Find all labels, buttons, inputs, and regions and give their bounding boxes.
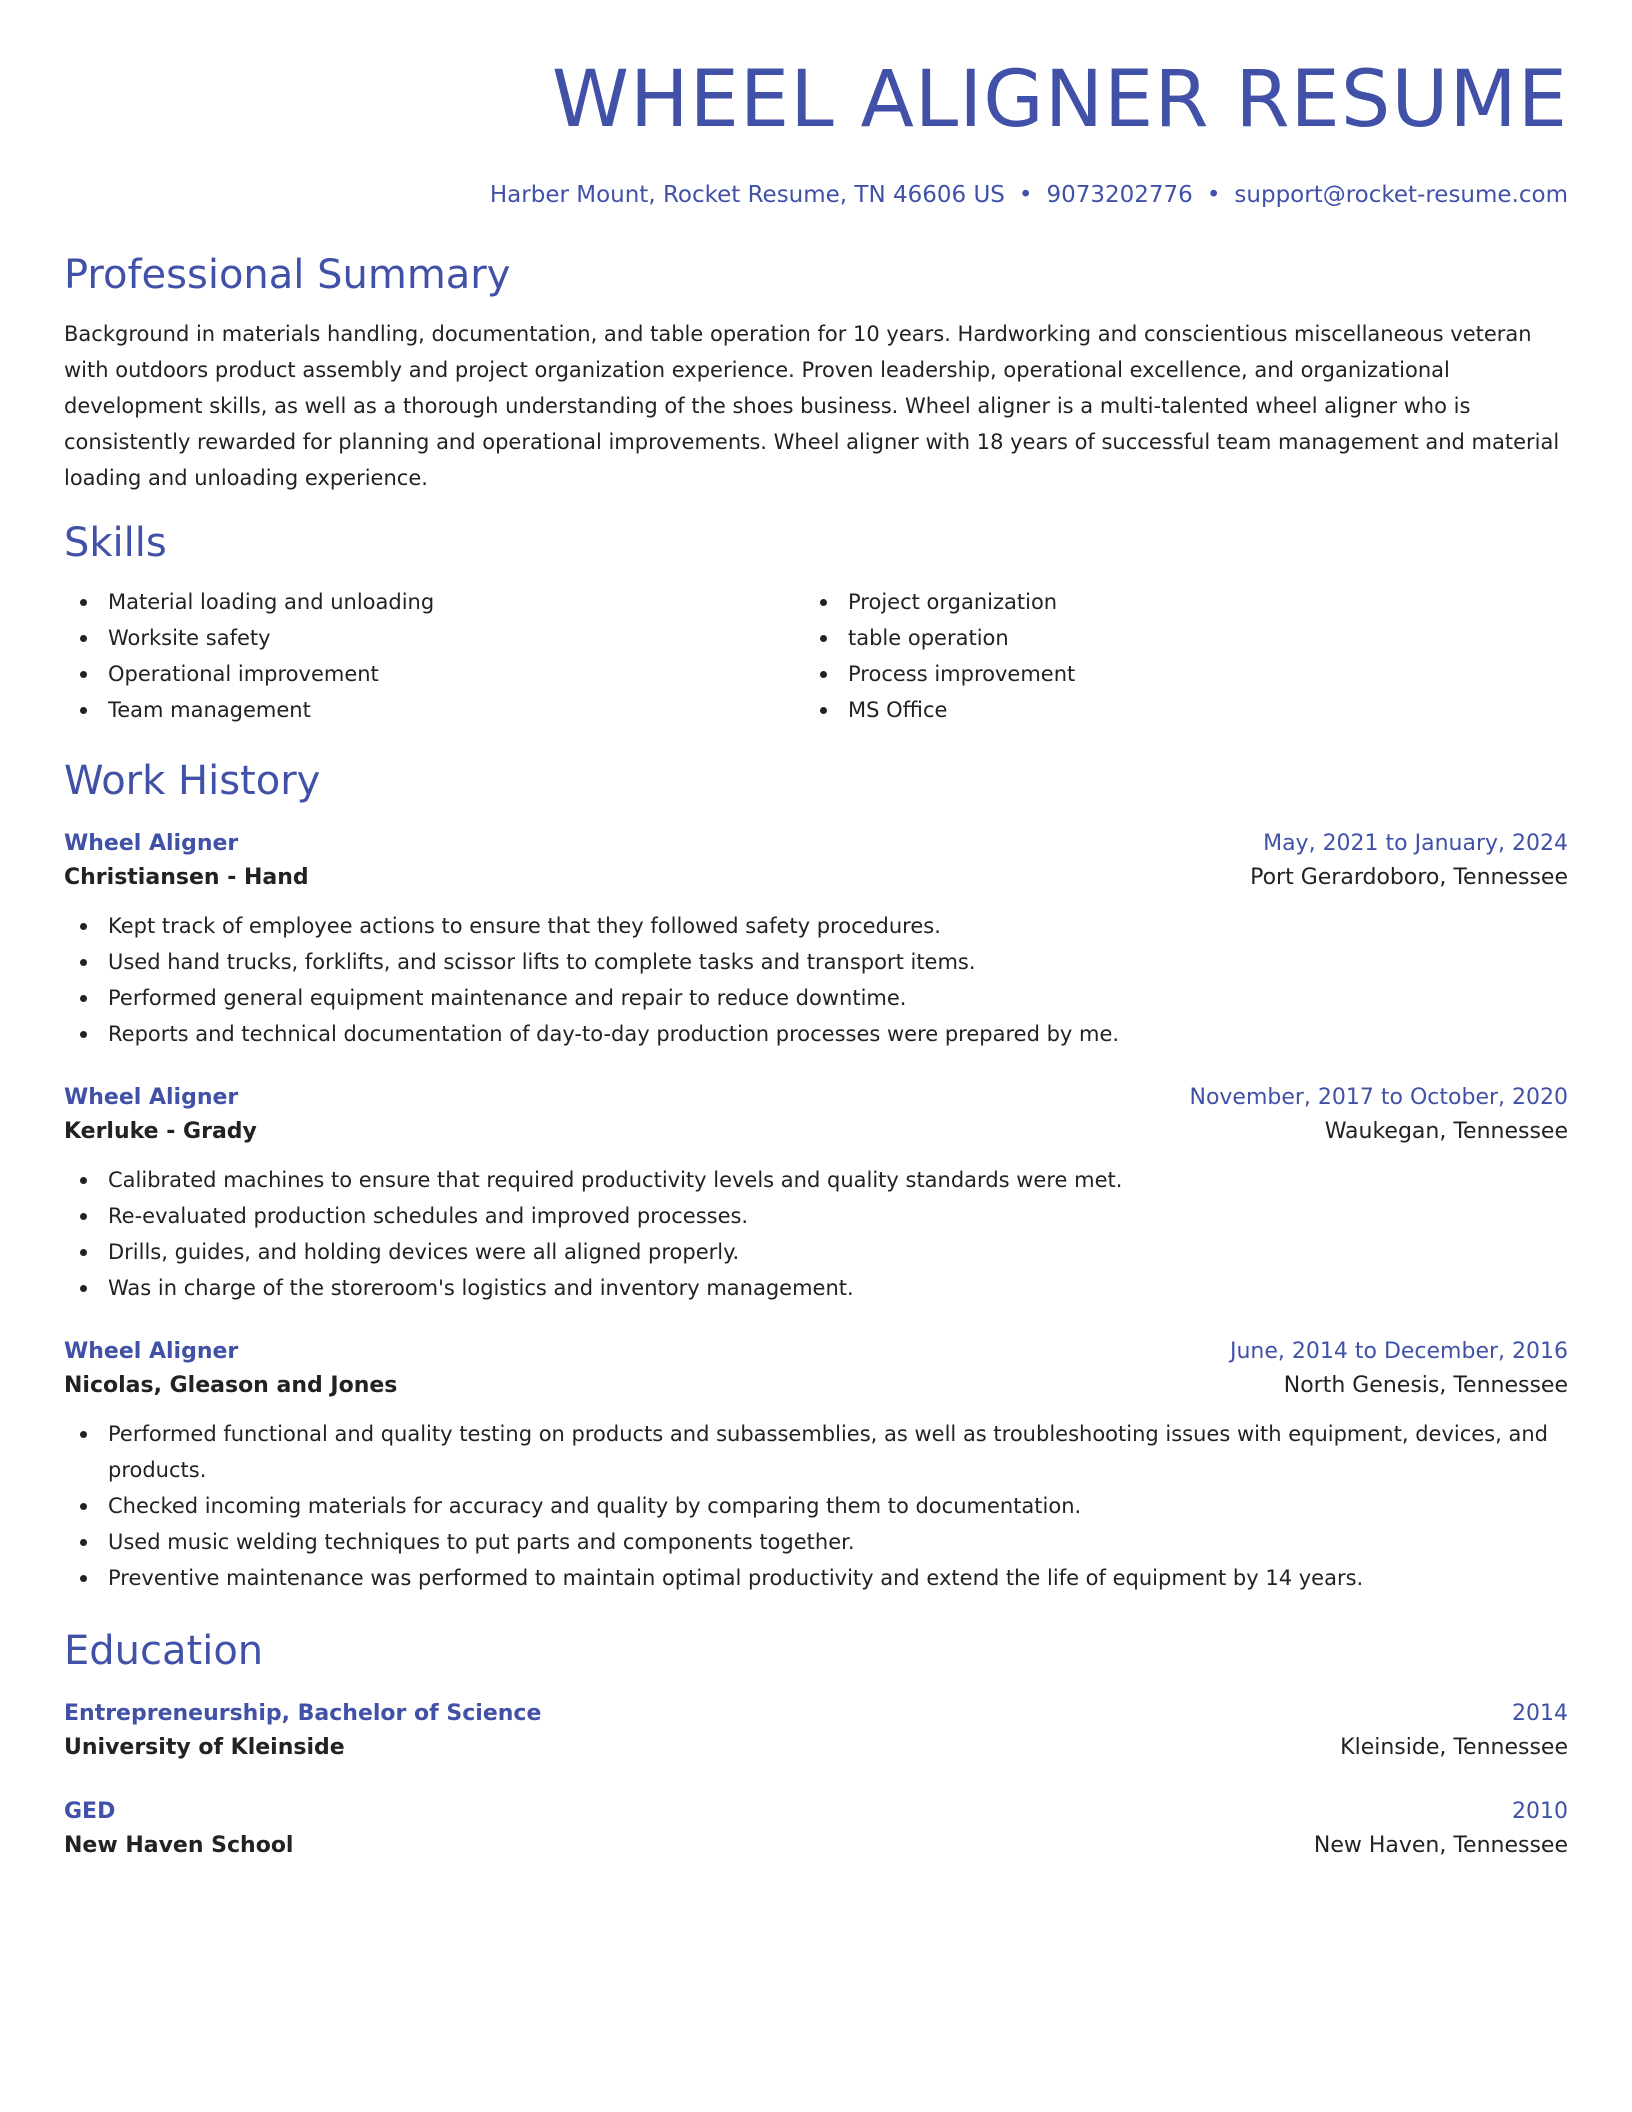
education-school: University of Kleinside xyxy=(64,1735,345,1760)
job-bullets xyxy=(64,1162,1568,1306)
job-bullets xyxy=(64,908,1568,1052)
education-school: New Haven School xyxy=(64,1833,294,1858)
job-bullet: Performed functional and quality testing on products and subassemblies, as well as troubleshooting issues with equipment, devices, and products. xyxy=(64,1416,1568,1488)
job-dates: November, 2017 to October, 2020 xyxy=(1189,1085,1568,1110)
job-location: Waukegan, Tennessee xyxy=(1324,1119,1568,1144)
job-role: Wheel Aligner xyxy=(64,1085,239,1110)
education-year: 2014 xyxy=(1512,1701,1568,1726)
job-dates: May, 2021 to January, 2024 xyxy=(1263,831,1568,856)
job-entry xyxy=(64,828,1568,1052)
skill-item: table operation xyxy=(804,620,1544,656)
education-location: New Haven, Tennessee xyxy=(1313,1833,1568,1858)
job-bullet: Used hand trucks, forklifts, and scissor lifts to complete tasks and transport items. xyxy=(64,944,1568,980)
skills-column-right xyxy=(804,584,1544,728)
education-entry xyxy=(64,1796,1568,1864)
skill-item: Material loading and unloading xyxy=(64,584,804,620)
skills-column-left xyxy=(64,584,804,728)
contact-address: Harber Mount, Rocket Resume, TN 46606 US xyxy=(489,182,1005,208)
work-history-heading: Work History xyxy=(64,758,321,804)
job-location: North Genesis, Tennessee xyxy=(1283,1373,1568,1398)
job-dates: June, 2014 to December, 2016 xyxy=(1229,1339,1568,1364)
job-bullet: Re-evaluated production schedules and improved processes. xyxy=(64,1198,1568,1234)
contact-email: support@rocket-resume.com xyxy=(1234,182,1568,208)
job-entry xyxy=(64,1336,1568,1596)
job-bullet: Drills, guides, and holding devices were all aligned properly. xyxy=(64,1234,1568,1270)
contact-separator: • xyxy=(1018,182,1033,208)
skill-item: MS Office xyxy=(804,692,1544,728)
education-heading: Education xyxy=(64,1628,264,1674)
skill-item: Project organization xyxy=(804,584,1544,620)
summary-heading: Professional Summary xyxy=(64,252,511,298)
job-company: Christiansen - Hand xyxy=(64,865,309,890)
job-company: Nicolas, Gleason and Jones xyxy=(64,1373,398,1398)
education-location: Kleinside, Tennessee xyxy=(1340,1735,1568,1760)
contact-separator: • xyxy=(1206,182,1221,208)
job-company: Kerluke - Grady xyxy=(64,1119,257,1144)
job-bullet: Preventive maintenance was performed to maintain optimal productivity and extend the life of equipment by 14 years. xyxy=(64,1560,1568,1596)
summary-text: Background in materials handling, documentation, and table operation for 10 years. Hardworking and conscientious miscellaneous veteran with outdoors product assembly and project organization experience. Proven leadership, operational excellence, and organizational development skills, as well as a thorough understanding of the shoes business. Wheel aligner is a multi-talented wheel aligner who is consistently rewarded for planning and operational improvements. Wheel aligner with 18 years of successful team management and material loading and unloading experience. xyxy=(64,322,1560,490)
contact-phone: 9073202776 xyxy=(1046,182,1193,208)
education-degree: GED xyxy=(64,1799,116,1824)
skills-heading: Skills xyxy=(64,520,167,566)
job-role: Wheel Aligner xyxy=(64,1339,239,1364)
job-bullets xyxy=(64,1416,1568,1596)
resume-header xyxy=(64,52,1568,210)
resume-title: WHEEL ALIGNER RESUME xyxy=(551,55,1568,145)
education-year: 2010 xyxy=(1512,1799,1568,1824)
education-degree: Entrepreneurship, Bachelor of Science xyxy=(64,1701,542,1726)
skill-item: Worksite safety xyxy=(64,620,804,656)
skill-item: Process improvement xyxy=(804,656,1544,692)
job-bullet: Used music welding techniques to put parts and components together. xyxy=(64,1524,1568,1560)
job-bullet: Calibrated machines to ensure that required productivity levels and quality standards were met. xyxy=(64,1162,1568,1198)
skills-list xyxy=(64,584,1568,728)
job-bullet: Was in charge of the storeroom's logistics and inventory management. xyxy=(64,1270,1568,1306)
job-bullet: Kept track of employee actions to ensure that they followed safety procedures. xyxy=(64,908,1568,944)
contact-line xyxy=(64,180,1568,210)
skill-item: Operational improvement xyxy=(64,656,804,692)
job-bullet: Checked incoming materials for accuracy and quality by comparing them to documentation. xyxy=(64,1488,1568,1524)
job-bullet: Reports and technical documentation of day-to-day production processes were prepared by me. xyxy=(64,1016,1568,1052)
job-location: Port Gerardoboro, Tennessee xyxy=(1250,865,1568,890)
job-bullet: Performed general equipment maintenance and repair to reduce downtime. xyxy=(64,980,1568,1016)
job-entry xyxy=(64,1082,1568,1306)
skill-item: Team management xyxy=(64,692,804,728)
job-role: Wheel Aligner xyxy=(64,831,239,856)
education-entry xyxy=(64,1698,1568,1766)
